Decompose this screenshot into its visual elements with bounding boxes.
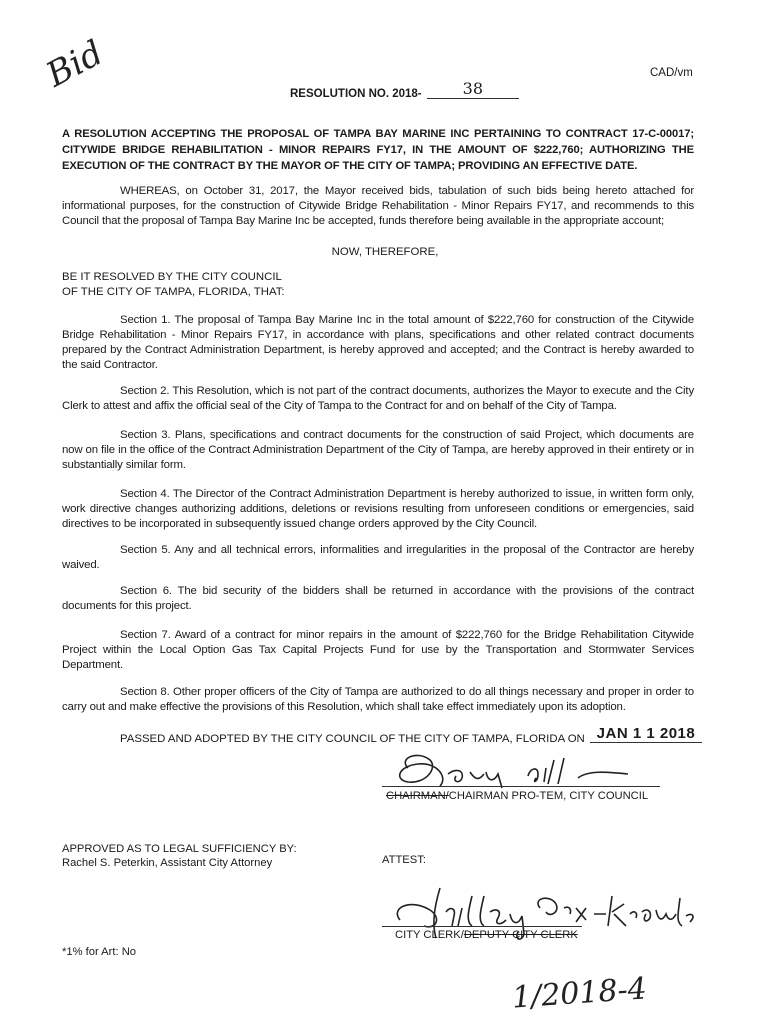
section-3: Section 3. Plans, specifications and contract documents for the construction of said Project, which documents are now on file in the office of the Contract Administration Department of the City of Tampa, are hereby approved in their entirety or in substantially similar form. <box>62 429 694 471</box>
signature-line-chair <box>382 786 660 787</box>
initials: CAD/vm <box>650 67 693 79</box>
handwritten-bid-mark: Bid <box>40 32 110 96</box>
resolution-prefix: RESOLUTION NO. 2018- <box>290 88 422 100</box>
clerk-title-struck: DEPUTY CITY CLERK <box>463 929 578 941</box>
approved-block <box>62 842 297 870</box>
section-4: Section 4. The Director of the Contract Administration Department is hereby authorized to issue, in written form only, work directive changes authorizing additions, deletions or revisions resulting from unforeseen conditions or emergencies, said directives to be incorporated in subsequently issued change orders approved by the City Council. <box>62 488 694 530</box>
passed-text: PASSED AND ADOPTED BY THE CITY COUNCIL OF THE CITY OF TAMPA, FLORIDA ON <box>120 733 585 745</box>
resolution-number-line <box>290 79 519 102</box>
clerk-title <box>395 929 578 941</box>
approved-line-2: Rachel S. Peterkin, Assistant City Attorney <box>62 857 273 869</box>
resolution-title: A RESOLUTION ACCEPTING THE PROPOSAL OF TAMPA BAY MARINE INC PERTAINING TO CONTRACT 17-C-00017; CITYWIDE BRIDGE REHABILITATION - MINOR REPAIRS FY17, IN THE AMOUNT OF $222,760; AUTHORIZING THE EXECUTION OF THE CONTRACT BY THE MAYOR OF THE CITY OF TAMPA; PROVIDING AN EFFECTIVE DATE. <box>62 128 694 172</box>
signature-line-clerk <box>382 926 582 927</box>
passed-adopted-line <box>120 725 702 747</box>
resolved-clause <box>62 270 285 300</box>
section-7: Section 7. Award of a contract for minor repairs in the amount of $222,760 for the Bridge Rehabilitation Citywide Project within the Local Option Gas Tax Capital Projects Fund for use by the Transportation and Stormwater Services Department. <box>62 629 694 671</box>
resolution-number: 38 <box>427 79 519 99</box>
passed-date-stamp: JAN 1 1 2018 <box>590 725 702 743</box>
chair-title <box>386 790 648 802</box>
art-footnote: *1% for Art: No <box>62 946 136 958</box>
section-8: Section 8. Other proper officers of the City of Tampa are authorized to do all things necessary and proper in order to carry out and make effective the provisions of this Resolution, which shall take effect immediately upon its adoption. <box>62 686 694 713</box>
clerk-title-text: CITY CLERK/ <box>395 929 464 941</box>
whereas-clause: WHEREAS, on October 31, 2017, the Mayor received bids, tabulation of such bids being hereto attached for informational purposes, for the construction of Citywide Bridge Rehabilitation - Minor Repairs FY17, and recommends to this Council that the proposal of Tampa Bay Marine Inc be accepted, funds therefore being available in the appropriate account; <box>62 185 694 227</box>
section-1: Section 1. The proposal of Tampa Bay Marine Inc in the total amount of $222,760 for construction of the Citywide Bridge Rehabilitation - Minor Repairs FY17, in accordance with plans, specifications and other related contract documents prepared by the Contract Administration Department, is hereby approved and accepted; and the Contract is hereby awarded to the said Contractor. <box>62 314 694 371</box>
chair-title-struck: CHAIRMAN/ <box>386 790 449 802</box>
section-2: Section 2. This Resolution, which is not part of the contract documents, authorizes the Mayor to execute and the City Clerk to attest and affix the official seal of the City of Tampa to the Contract for and on behalf of the City of Tampa. <box>62 385 694 412</box>
section-5: Section 5. Any and all technical errors, informalities and irregularities in the proposal of the Contractor are hereby waived. <box>62 544 694 571</box>
attest-label: ATTEST: <box>382 854 426 866</box>
approved-line-1: APPROVED AS TO LEGAL SUFFICIENCY BY: <box>62 843 297 855</box>
chair-title-text: CHAIRMAN PRO-TEM, CITY COUNCIL <box>448 790 649 802</box>
now-therefore: NOW, THEREFORE, <box>331 246 439 258</box>
handwritten-footer-mark: 1/2018-4 <box>510 971 648 1016</box>
resolved-line-2: OF THE CITY OF TAMPA, FLORIDA, THAT: <box>62 286 285 298</box>
resolved-line-1: BE IT RESOLVED BY THE CITY COUNCIL <box>62 271 282 283</box>
section-6: Section 6. The bid security of the bidders shall be returned in accordance with the provisions of the contract documents for this project. <box>62 585 694 612</box>
